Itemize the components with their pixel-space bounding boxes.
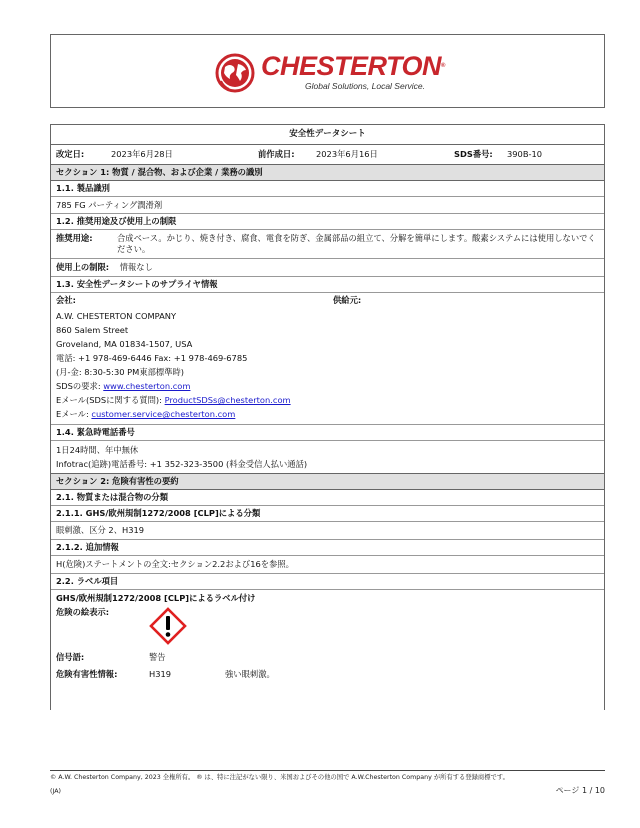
restrict-text: 情報なし — [119, 262, 153, 272]
prev-label: 前作成日: — [258, 149, 295, 159]
sds-number: 390B-10 — [507, 149, 543, 159]
restriction-row — [51, 259, 604, 277]
company-line: 電話: +1 978-469-6446 Fax: +1 978-469-6785 — [56, 353, 248, 363]
prev-date: 2023年6月16日 — [316, 149, 378, 159]
rec-use-text: 合成ベース。かじり、焼き付き、腐食、電食を防ぎ、金属部品の組立て、分解を簡単にします。酸素システムには使用しないでください。 — [117, 233, 596, 255]
copyright-notice: © A.W. Chesterton Company, 2023 全権所有。 ® は、特に注記がない限り、米国およびその他の国で A.W.Chesterton Company が所有する登録商標です。 — [50, 774, 509, 781]
revised-label: 改定日: — [56, 149, 85, 159]
supplier-block — [51, 293, 604, 425]
company-line: A.W. CHESTERTON COMPANY — [56, 311, 177, 321]
revision-row — [51, 145, 604, 165]
s212-title: 2.1.2. 追加情報 — [51, 540, 604, 556]
company-supplier-row — [51, 295, 604, 309]
emergency-line: 1日24時間、年中無休 — [56, 445, 139, 455]
section-1-header: セクション 1: 物質 / 混合物、および企業 / 業務の識別 — [51, 165, 604, 181]
emergency-line: Infotrac(追跡)電話番号: +1 352-323-3500 (料金受信人払い通話) — [56, 459, 308, 469]
signal-row — [51, 652, 604, 669]
pictogram-row — [51, 607, 604, 649]
email-sds-link[interactable]: ProductSDSs@chesterton.com — [164, 395, 291, 405]
sds-label: SDS番号: — [454, 149, 493, 159]
supplier-label: 供給元: — [333, 295, 362, 305]
email-label: Eメール: — [56, 409, 89, 419]
recommended-use — [51, 230, 604, 259]
signal-value: 警告 — [149, 652, 166, 662]
s13-title: 1.3. 安全性データシートのサプライヤ情報 — [51, 277, 604, 293]
email-row — [51, 407, 604, 421]
language-code: (JA) — [50, 788, 61, 795]
sds-request-link[interactable]: www.chesterton.com — [103, 381, 191, 391]
brand-tagline: Global Solutions, Local Service. — [305, 81, 426, 91]
hazard-code: H319 — [149, 669, 172, 679]
sds-request-label: SDSの要求: — [56, 381, 101, 391]
chesterton-logo — [215, 51, 455, 95]
page-number: ページ 1 / 10 — [555, 786, 605, 795]
company-label: 会社: — [56, 295, 76, 305]
hazard-text: 強い眼刺激。 — [225, 669, 275, 679]
emergency-block — [51, 441, 604, 474]
s211-text: 眼刺激、区分 2、H319 — [51, 522, 604, 540]
company-line: Groveland, MA 01834-1507, USA — [56, 339, 193, 349]
s211-title: 2.1.1. GHS/欧州規制1272/2008 [CLP]による分類 — [51, 506, 604, 522]
globe-icon — [215, 53, 255, 93]
ghs-label-title: GHS/欧州規制1272/2008 [CLP]によるラベル付け — [56, 593, 256, 603]
rec-use-label: 推奨用途: — [56, 233, 93, 243]
page-footer — [50, 770, 605, 795]
s12-title: 1.2. 推奨用途及び使用上の制限 — [51, 214, 604, 230]
document-title: 安全性データシート — [51, 125, 604, 145]
email-link[interactable]: customer.service@chesterton.com — [91, 409, 236, 419]
sds-sheet — [50, 124, 605, 710]
email-sds-row — [51, 393, 604, 407]
brand-name: CHESTERTON® — [261, 51, 445, 81]
exclamation-hazard-icon — [149, 607, 187, 645]
pictogram-label: 危険の絵表示: — [56, 607, 110, 617]
logo-header — [50, 34, 605, 108]
section-2-header: セクション 2: 危険有害性の要約 — [51, 474, 604, 490]
s212-text: H(危険)ステートメントの全文:セクション2.2および16を参照。 — [51, 556, 604, 574]
s22-title: 2.2. ラベル項目 — [51, 574, 604, 590]
hazard-row — [51, 669, 604, 686]
company-line: (月-金: 8:30-5:30 PM東部標準時) — [56, 367, 185, 377]
s11-title: 1.1. 製品識別 — [51, 181, 604, 197]
revised-date: 2023年6月28日 — [111, 149, 173, 159]
sds-request-row — [51, 379, 604, 393]
email-sds-label: Eメール(SDSに関する質問): — [56, 395, 162, 405]
s21-title: 2.1. 物質または混合物の分類 — [51, 490, 604, 506]
restrict-label: 使用上の制限: — [56, 262, 110, 272]
s14-title: 1.4. 緊急時電話番号 — [51, 425, 604, 441]
company-line: 860 Salem Street — [56, 325, 129, 335]
product-name: 785 FG パーティング潤滑剤 — [51, 197, 604, 214]
signal-label: 信号語: — [56, 652, 85, 662]
hazard-label: 危険有害性情報: — [56, 669, 118, 679]
